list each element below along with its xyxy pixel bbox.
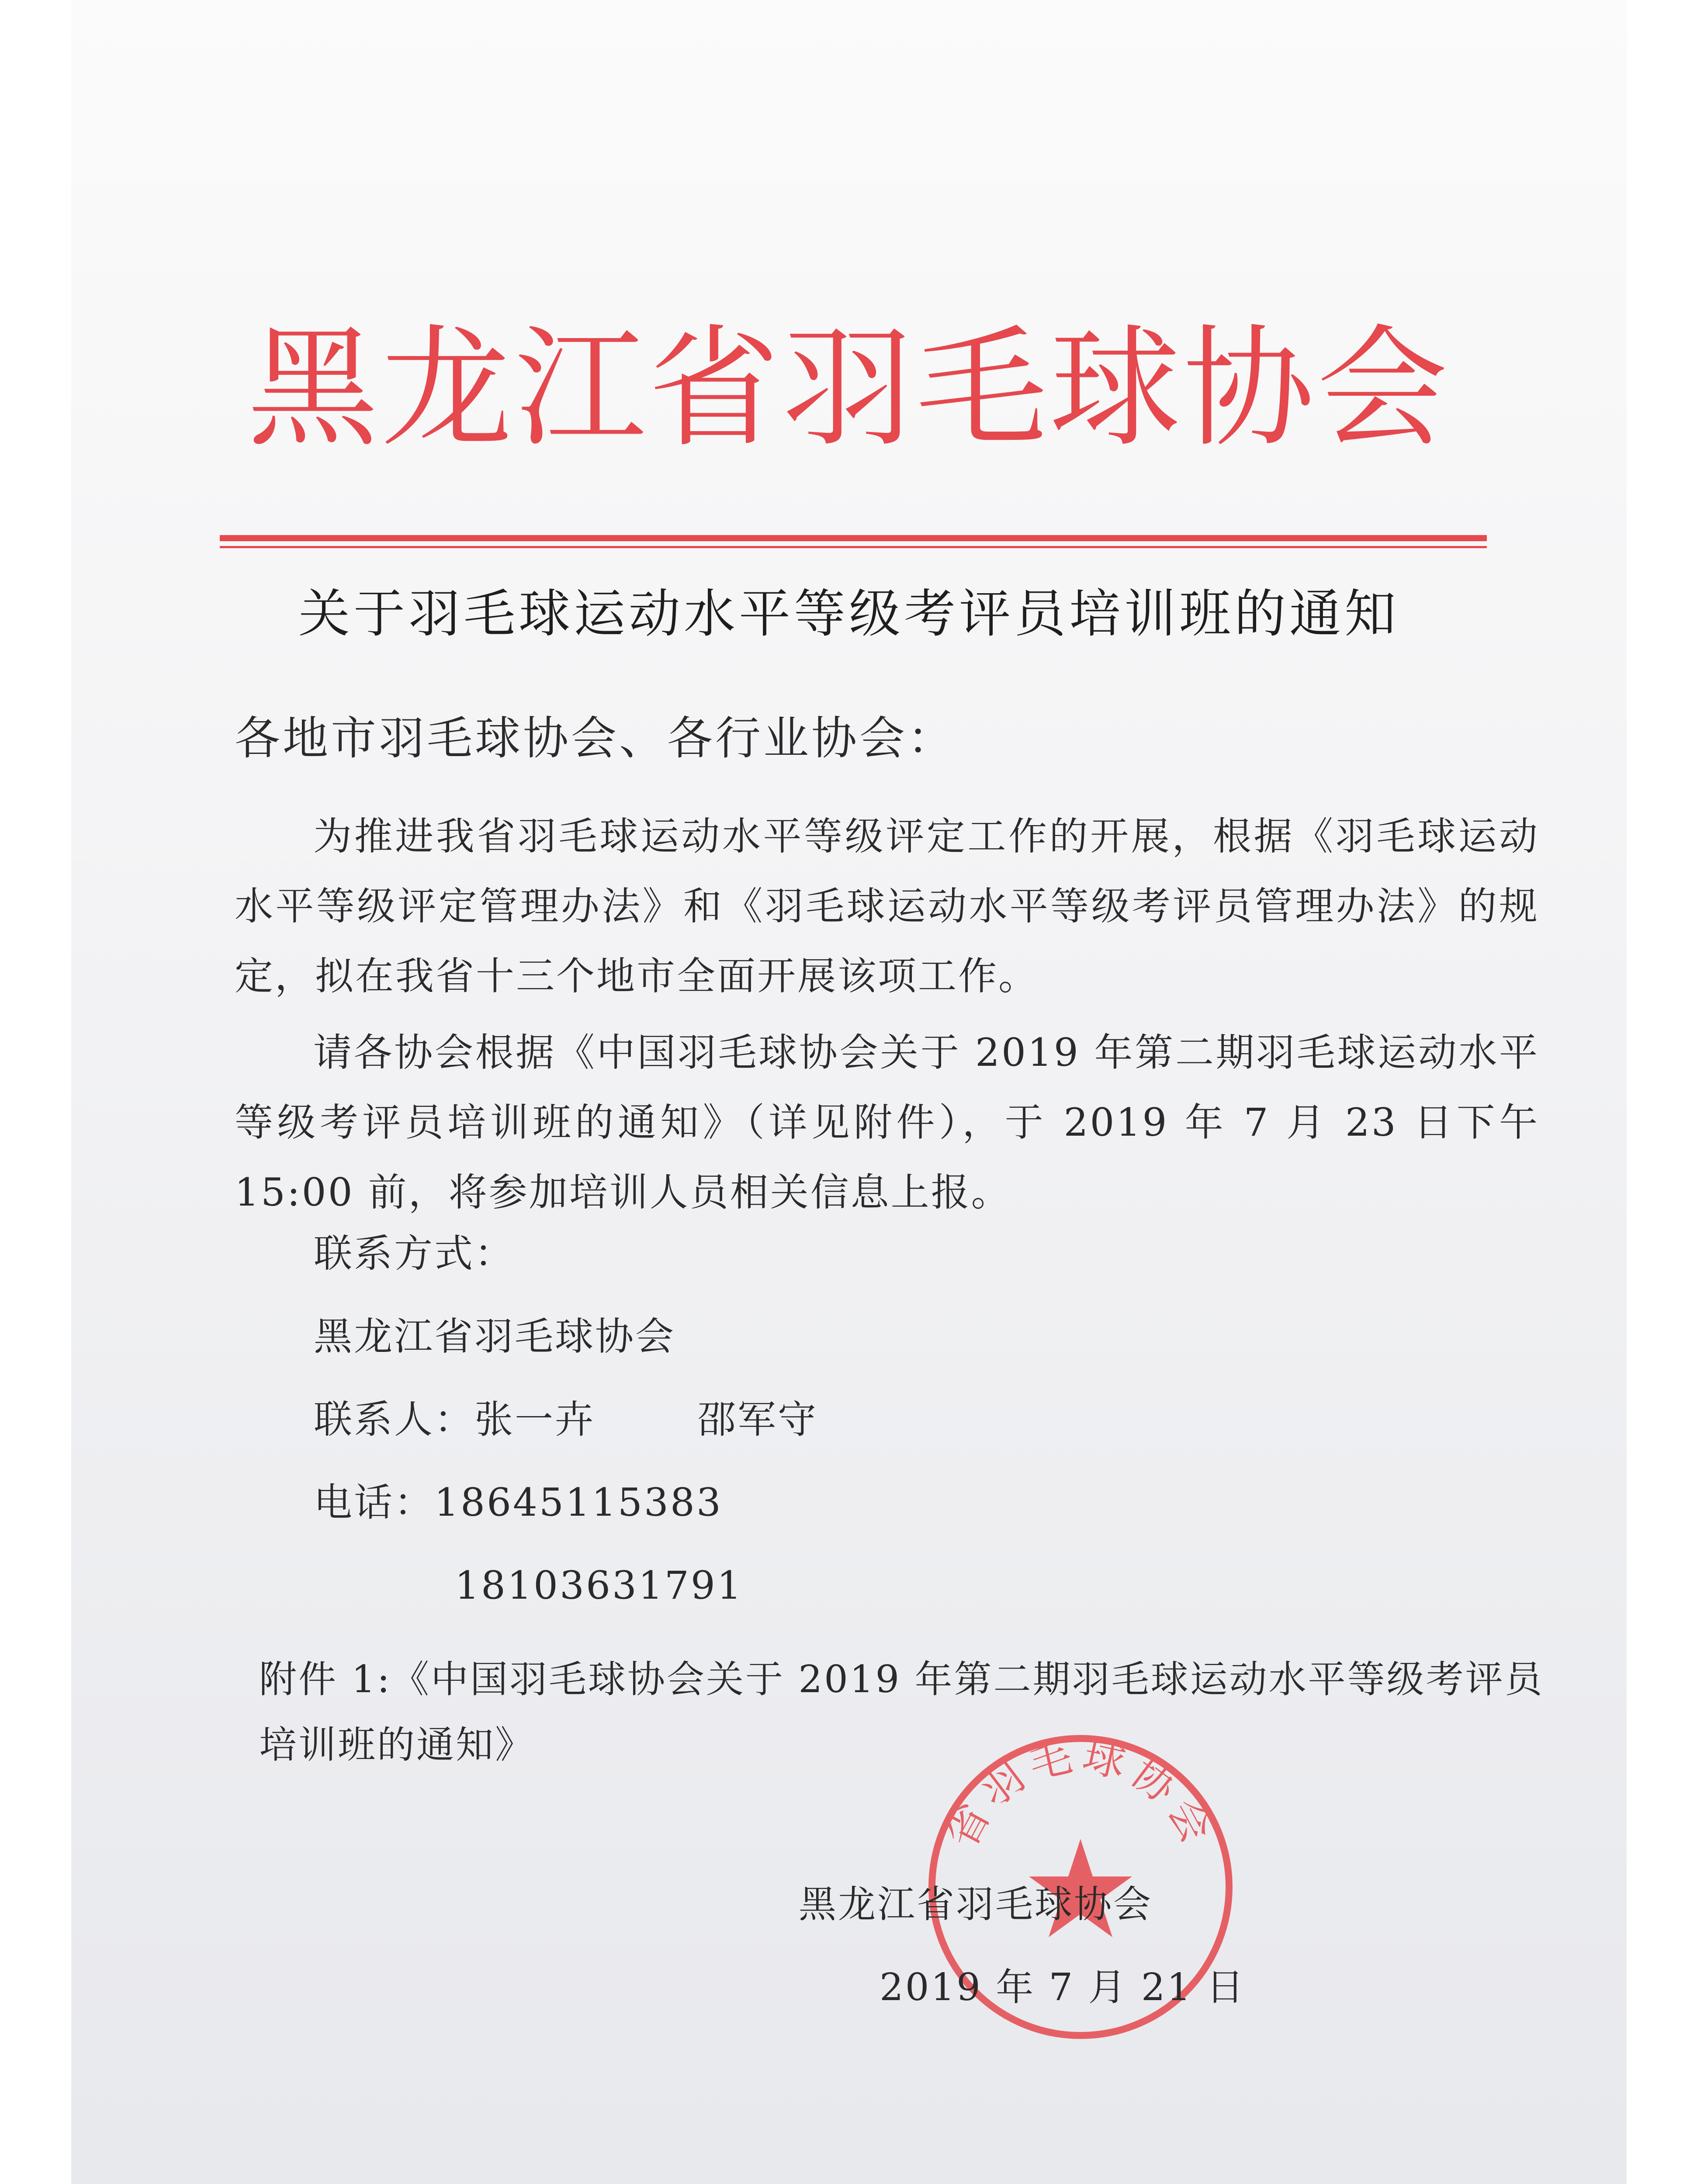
contact-person-1: 张一卉 <box>474 1397 596 1442</box>
seal-text: 省羽毛球协会 <box>936 1730 1225 1856</box>
contact-phone-2: 18103631791 <box>455 1563 743 1608</box>
contact-phone-1: 18645115383 <box>434 1480 723 1525</box>
body-paragraph-2: 请各协会根据《中国羽毛球协会关于 2019 年第二期羽毛球运动水平等级考评员培训班的通知》（详见附件），于 2019 年 7 月 23 日下午 15:00 前，将参加培训人员相关信息上报。 <box>235 1030 1539 1215</box>
contact-phone-row <box>314 1476 723 1529</box>
signature-date: 2019 年 7 月 21 日 <box>880 1966 1246 2009</box>
org-letterhead-title: 黑龙江省羽毛球协会 <box>247 312 1451 465</box>
notice-title: 关于羽毛球运动水平等级考评员培训班的通知 <box>298 584 1399 644</box>
scanned-page <box>71 0 1627 2184</box>
contact-org: 黑龙江省羽毛球协会 <box>314 1314 676 1359</box>
attachment-note: 附件 1:《中国羽毛球协会关于 2019 年第二期羽毛球运动水平等级考评员培训班的通知》 <box>259 1658 1544 1767</box>
contact-persons-label: 联系人： <box>314 1397 475 1442</box>
contact-phone-label: 电话： <box>314 1480 435 1525</box>
letterhead-rule-thick <box>220 535 1487 541</box>
letterhead-rule-thin <box>220 546 1487 548</box>
svg-text:省羽毛球协会 <box>937 1731 1224 1856</box>
body-paragraph-1: 为推进我省羽毛球运动水平等级评定工作的开展，根据《羽毛球运动水平等级评定管理办法》和《羽毛球运动水平等级考评员管理办法》的规定，拟在我省十三个地市全面开展该项工作。 <box>235 814 1539 999</box>
contact-person-2: 邵军守 <box>697 1397 818 1442</box>
signature-org: 黑龙江省羽毛球协会 <box>799 1883 1153 1926</box>
contact-heading: 联系方式： <box>314 1231 515 1276</box>
contact-persons-row <box>314 1393 818 1446</box>
addressee: 各地市羽毛球协会、各行业协会： <box>235 712 956 765</box>
